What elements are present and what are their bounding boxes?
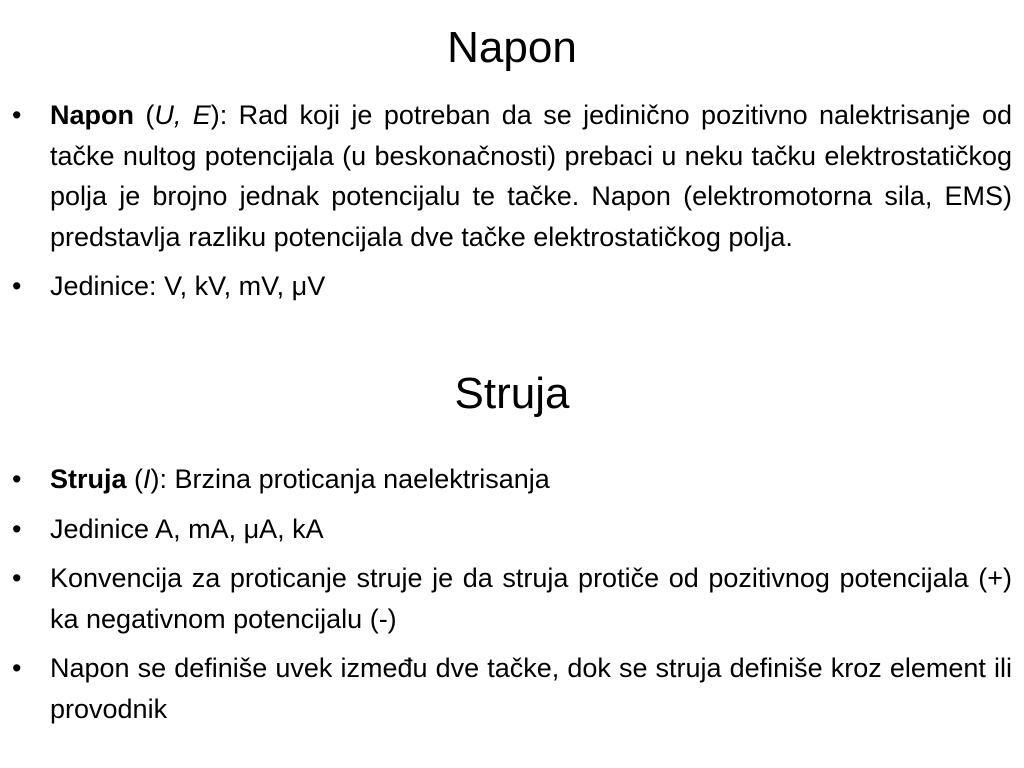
bullet-point-icon: •: [12, 513, 22, 544]
bullet-item-struja-convention: [12, 558, 1012, 639]
definition-note-text: Napon se definiše uvek između dve tačke, dok se struja definiše kroz element ili provodnik: [50, 653, 1012, 724]
slide-title-struja: Struja: [454, 369, 570, 418]
symbol-struja: I: [143, 464, 151, 494]
definition-text-napon: ): Rad koji je potreban da se jedinično pozitivno nalektrisanje od tačke nultog potencijala (u beskonačnosti) prebaci u neku tačku elektrostatičkog polja je brojno jednak potencijalu te tačke. Napon (elektromotorna sila, EMS) predstavlja razliku potencijala dve tačke elektrostatičkog polja.: [50, 100, 1012, 252]
units-text-struja: Jedinice A, mA, μA, kA: [50, 513, 324, 544]
bullet-point-icon: •: [12, 653, 22, 683]
term-napon: Napon: [50, 100, 134, 130]
bullet-item-napon-definition: [12, 95, 1012, 257]
symbol-napon: U, E: [154, 100, 211, 130]
bullet-point-icon: •: [12, 464, 22, 494]
units-text-napon: Jedinice: V, kV, mV, μV: [50, 271, 326, 301]
bullet-item-struja-definition-note: [12, 648, 1012, 729]
paren-open: (: [134, 100, 155, 130]
term-struja: Struja: [50, 464, 127, 494]
bullet-list-struja: [12, 459, 1012, 729]
slide-title-napon: Napon: [447, 23, 577, 72]
bullet-item-struja-definition: [12, 459, 1012, 500]
bullet-item-napon-units: [12, 266, 1012, 307]
bullet-point-icon: •: [12, 100, 22, 130]
bullet-item-struja-units: [12, 509, 1012, 550]
definition-text-struja: ): Brzina proticanja naelektrisanja: [150, 464, 550, 494]
bullet-point-icon: •: [12, 271, 22, 301]
convention-text: Konvencija za proticanje struje je da struja protiče od pozitivnog potencijala (+) ka negativnom potencijalu (-): [50, 563, 1012, 634]
bullet-list-napon: [12, 95, 1012, 307]
paren-open: (: [126, 464, 144, 494]
bullet-point-icon: •: [12, 563, 22, 593]
